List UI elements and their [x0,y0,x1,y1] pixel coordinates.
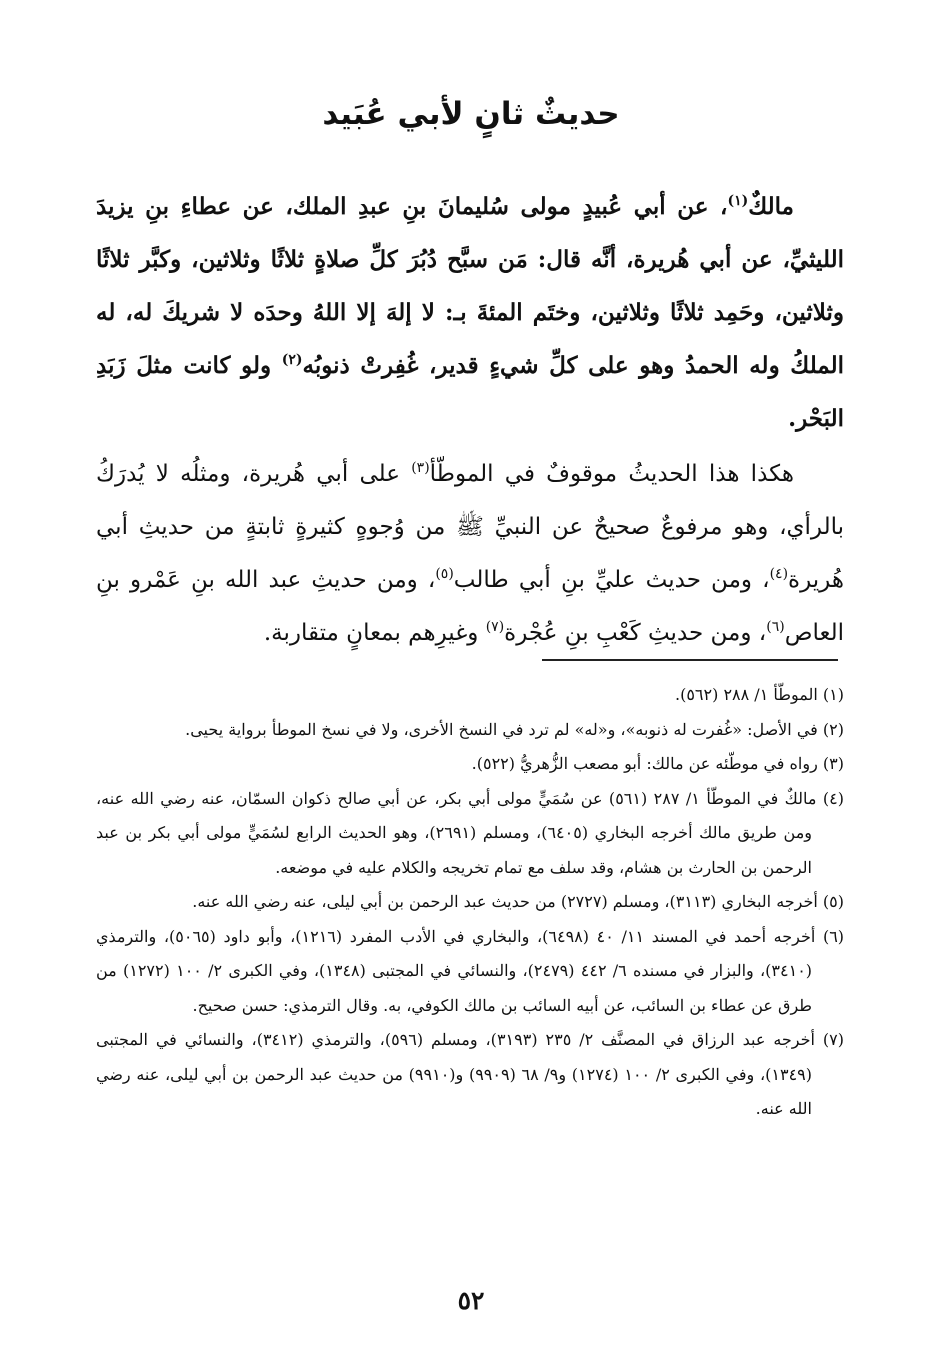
footnote-marker[interactable]: (٦) [766,619,785,635]
main-text [96,180,844,660]
footnote-1: (١) الموطّأ ١/ ٢٨٨ (٥٦٢). [675,685,844,704]
footnote-marker[interactable]: (٤) [769,566,789,582]
page-number: ٥٢ [457,1286,485,1315]
footnote-marker[interactable]: (٢) [281,352,303,368]
footnote-6: (٦) أخرجه أحمد في المسند ١١/ ٤٠ (٦٤٩٨)، والبخاري في الأدب المفرد (١٢١٦)، وأبو داود (٥٠٦٥)، والترمذي (٣٤١٠)، والبزار في مسنده ٦/ ٤٤٢ (٢٤٧٩)، والنسائي في المجتبى (١٣٤٨)، وفي الكبرى ٢/ ١٠٠ (١٢٧٢) من طرق عن عطاء بن السائب، عن أبيه السائب بن مالك الكوفي، به. وقال الترمذي: حسن صحيح. [96,926,845,1015]
footnotes [96,678,844,1127]
text-segment: على أبي هُريرة، ومثلُه لا يُدرَكُ بالرأي، وهو مرفوعٌ صحيحٌ عن النبيِّ ﷺ من وُجوهٍ كثيرةٍ ثابتةٍ من حديثِ أبي هُريرة [96,461,844,593]
footnote-5: (٥) أخرجه البخاري (٣١١٣)، ومسلم (٢٧٢٧) من حديث عبد الرحمن بن أبي ليلى، عنه رضي الله عنه. [192,892,844,911]
text-segment: ولو كانت مثلَ زَبَدِ البَحْر. [96,352,844,432]
footnote-divider [542,659,838,661]
text-segment: ، ومن حديثِ عبد الله بنِ عَمْرو بنِ العاص [96,567,844,646]
footnote-marker[interactable]: (٧) [485,619,505,635]
footnote-2: (٢) في الأصل: «غُفرت له ذنوبه»، و«له» لم ترد في النسخ الأخرى، ولا في نسخ الموطأ برواية يحيى. [185,719,844,739]
text-segment: مالكٌ [748,193,794,220]
footnote-marker[interactable]: (٣) [411,460,430,476]
footnote-marker[interactable]: (٥) [435,566,454,582]
footnote-marker[interactable]: (١) [727,193,749,209]
footnote-4: (٤) مالكٌ في الموطّأ ١/ ٢٨٧ (٥٦١) عن سُمَيٍّ مولى أبي بكر، عن أبي صالح ذكوان السمّان، عنه رضي الله عنه، ومن طريق مالك أخرجه البخاري (٦٤٠٥)، ومسلم (٢٦٩١)، وهو الحديث الرابع لسُمَيٍّ مولى أبي بكر بن عبد الرحمن بن الحارث بن هشام، وقد سلف مع تمام تخريجه والكلام عليه في موضعه. [96,788,845,877]
paragraph-hadith [96,180,844,445]
chapter-title: حديثٌ ثانٍ لأبي عُبَيد [322,96,620,132]
text-segment: ، عن أبي عُبيدٍ مولى سُليمانَ بنِ عبدِ الملك، عن عطاءِ بنِ يزيدَ الليثيِّ، عن أبي هُريرة، أنَّه قال: مَن سبَّح دُبُرَ كلِّ صلاةٍ ثلاثًا وثلاثين، وكبَّر ثلاثًا وثلاثين، وحَمِد ثلاثًا وثلاثين، وختَم المئةَ بـ: لا إلهَ إلا اللهُ وحدَه لا شريكَ له، له الملكُ وله الحمدُ وهو على كلِّ شيءٍ قدير، غُفِرتْ ذنوبُه [96,193,844,379]
text-segment: ، ومن حديث عليِّ بنِ أبي طالب [453,567,770,593]
text-segment: وغيرِهم بمعانٍ متقاربة. [263,620,486,646]
text-segment: ، ومن حديثِ كَعْبِ بنِ عُجْرة [504,620,767,646]
footnote-3: (٣) رواه في موطّئه عن مالك: أبو مصعب الزُّهريُّ (٥٢٢). [471,754,844,773]
text-segment: هكذا هذا الحديثُ موقوفٌ في الموطّأ [429,461,794,487]
footnote-7: (٧) أخرجه عبد الرزاق في المصنَّف ٢/ ٢٣٥ (٣١٩٣)، ومسلم (٥٩٦)، والترمذي (٣٤١٢)، والنسائي في المجتبى (١٣٤٩)، وفي الكبرى ٢/ ١٠٠ (١٢٧٤) و٩/ ٦٨ (٩٩٠٩) و(٩٩١٠) من حديث عبد الرحمن بن أبي ليلى، عنه رضي الله عنه. [96,1030,844,1118]
paragraph-commentary [96,448,844,660]
